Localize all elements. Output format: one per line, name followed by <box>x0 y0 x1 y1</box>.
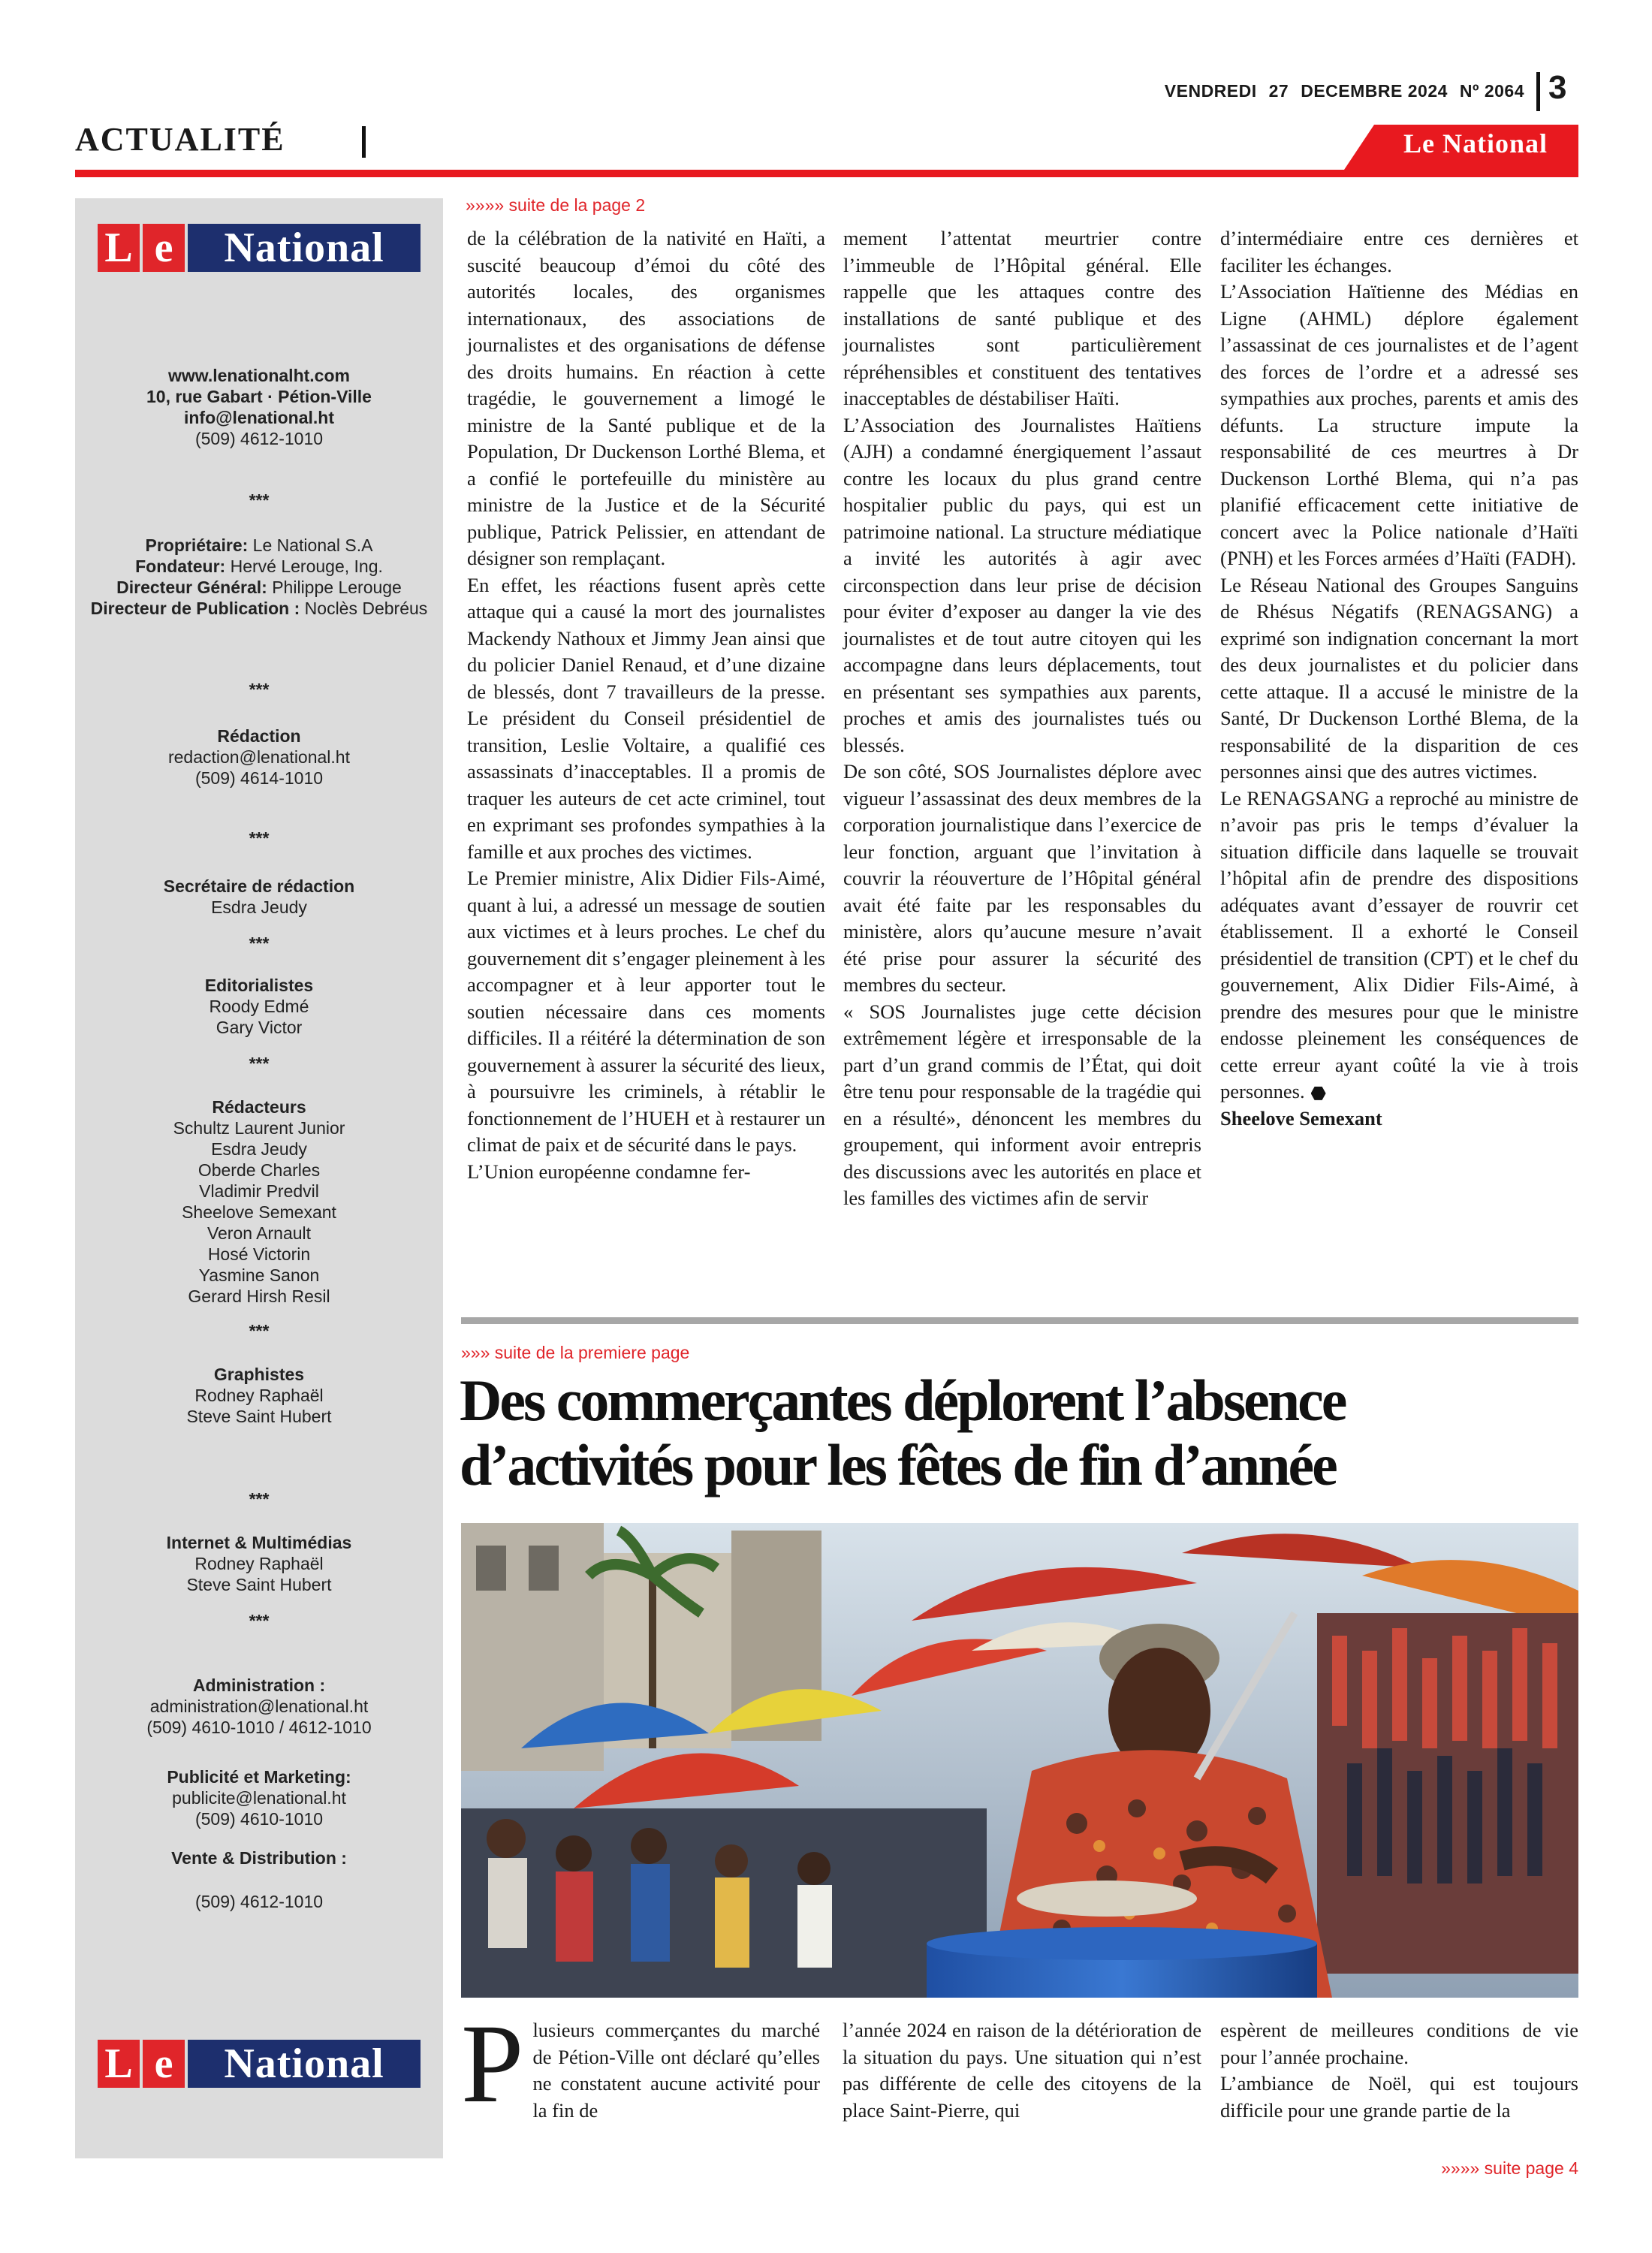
paragraph: L’Association Haïtienne des Médias en Ligne (AHML) déplore également l’assassinat de ces journalistes et de l’agent des forces de l’ordre et a adressé ses sympathies aux proches, parents et amis des défunts. La structure impute la responsabilité de ces meurtres à Dr Duckenson Lorthé Blema, qui n’a pas planifié efficacement cette initiative de concert avec la Police nationale d’Haïti (PNH) et les Forces armées d’Haïti (FADH). <box>1220 280 1578 569</box>
staff-name: Roody Edmé <box>209 997 309 1016</box>
newspaper-logo <box>98 2040 421 2088</box>
issue-dateline <box>1126 81 1524 101</box>
secretary-block <box>75 876 443 918</box>
editorialists-block <box>75 975 443 1038</box>
author-byline: Sheelove Semexant <box>1220 1106 1382 1130</box>
internet-label: Internet & Multimédias <box>166 1533 352 1552</box>
paragraph: En effet, les réactions fusent après cette attaque qui a causé la mort des journalistes Mackendy Nathoux et Jimmy Jean ainsi que du policier Daniel Renaud, et d’une dizaine de blessés, dont 7 travailleurs de la presse. Le président du Conseil présidentiel de transition, Leslie Voltaire, a qualifié ces assassinats d’inacceptables. Il a promis de traquer les auteurs de cet acte criminel, tout en exprimant ses profondes sympathies à la famille et aux proches des victimes. <box>467 573 825 863</box>
logo-letter-l: L <box>98 224 140 272</box>
reporters-block <box>75 1096 443 1307</box>
article-column <box>843 2017 1201 2124</box>
advertising-label: Publicité et Marketing: <box>167 1767 351 1787</box>
header-rule <box>75 170 1578 177</box>
staff-name: Gary Victor <box>216 1018 303 1037</box>
advertising-email[interactable]: publicite@lenational.ht <box>172 1788 346 1808</box>
separator-stars: *** <box>249 933 270 953</box>
advertising-block <box>75 1766 443 1829</box>
director-publication: Noclès Debréus <box>304 599 428 618</box>
page-number: 3 <box>1548 69 1567 106</box>
paragraph-text: Le RENAGSANG a reproché au ministre de n’avoir pas pris le temps d’évaluer la situation difficile dans laquelle se trouvait l’hôpital afin de prendre des dispositions adéquates avant d’essayer de rouvrir cet établissement. Il a exhorté le Conseil présidentiel de transition (CPT) et le chef du gouvernement, Alix Didier Fils-Aimé, à prendre des mesures pour que le ministre endosse pleinement les conséquences de cette erreur ayant coûté la vie à trois personnes. <box>1220 786 1578 1102</box>
issue-number: Nº 2064 <box>1459 81 1524 101</box>
logo-wordmark: National <box>188 2040 421 2088</box>
paragraph: Le Réseau National des Groupes Sanguins de Rhésus Négatifs (RENAGSANG) a exprimé son indignation concernant la mort des deux journalistes et du policier dans cette attaque. Il a accusé le ministre de la Santé, Dr Duckenson Lorthé Blema, de la responsabilité de la disparition de ces personnes ainsi que des autres victimes. <box>1220 573 1578 783</box>
ownership-block <box>75 535 443 619</box>
staff-name: Oberde Charles <box>197 1160 321 1180</box>
article-headline <box>460 1368 1578 1497</box>
administration-email[interactable]: administration@lenational.ht <box>149 1697 369 1716</box>
owner-label: Propriétaire: <box>145 535 249 555</box>
separator-stars: *** <box>249 490 270 510</box>
internet-block <box>75 1532 443 1595</box>
article-column <box>1220 2017 1578 2124</box>
article-column <box>461 2001 820 2126</box>
editorialists-label: Editorialistes <box>204 976 314 995</box>
issue-month-year: DECEMBRE 2024 <box>1301 81 1448 101</box>
headline-line: Des commerçantes déplorent l’absence <box>460 1368 1346 1433</box>
paragraph: mement l’attentat meurtrier contre l’immeuble de l’Hôpital général. Elle rappelle que les attaques contre des installations de santé publique et des journalistes sont particulièrement répréhensibles et constituent des tentatives inacceptables de déstabiliser Haïti. <box>843 227 1201 409</box>
redaction-block <box>75 725 443 789</box>
drop-cap: P <box>461 2001 524 2126</box>
paragraph: lusieurs commerçantes du marché de Pétion-Ville ont déclaré qu’elles ne constatent aucune activité pour la fin de <box>532 2019 820 2122</box>
paragraph: espèrent de meilleures conditions de vie pour l’année prochaine. <box>1220 2019 1578 2068</box>
sales-block <box>75 1847 443 1868</box>
end-of-article-icon <box>1311 1086 1326 1101</box>
secretary-name: Esdra Jeudy <box>211 897 307 917</box>
reporters-label: Rédacteurs <box>212 1097 306 1117</box>
staff-name: Esdra Jeudy <box>211 1139 307 1159</box>
logo-letter-l: L <box>98 2040 140 2088</box>
staff-name: Sheelove Semexant <box>182 1202 336 1222</box>
contact-phone: (509) 4612-1010 <box>194 429 324 448</box>
issue-date-number: 27 <box>1268 81 1289 101</box>
separator-stars: *** <box>249 680 270 699</box>
article-column <box>1220 225 1578 1132</box>
logo-wordmark: National <box>188 224 421 272</box>
paragraph: d’intermédiaire entre ces dernières et faciliter les échanges. <box>1220 227 1578 276</box>
article-column <box>843 225 1201 1212</box>
administration-phone: (509) 4610-1010 / 4612-1010 <box>146 1718 372 1737</box>
contact-block <box>75 365 443 449</box>
continued-to-link[interactable]: »»»» suite page 4 <box>1441 2158 1578 2178</box>
paragraph: l’année 2024 en raison de la détérioration de la situation du pays. Une situation qui n’est pas différente de celle des citoyens de la place Saint-Pierre, qui <box>843 2019 1201 2122</box>
paragraph: « SOS Journalistes juge cette décision extrêmement légère et irresponsable de la part d’un grand commis de l’État, qui doit être tenu pour responsable de la tragédie qui en a résulté», dénoncent les membres du groupement, qui informent avoir entrepris des discussions avec les autorités en place et les familles des victimes afin de servir <box>843 1000 1201 1209</box>
director-general: Philippe Lerouge <box>272 578 402 597</box>
separator-stars: *** <box>249 828 270 848</box>
director-general-label: Directeur Général: <box>116 578 267 597</box>
staff-name: Steve Saint Hubert <box>186 1407 332 1426</box>
redaction-phone: (509) 4614-1010 <box>194 768 324 788</box>
address: 10, rue Gabart · Pétion-Ville <box>146 387 372 406</box>
staff-name: Rodney Raphaël <box>194 1386 324 1405</box>
founder-label: Fondateur: <box>135 556 226 576</box>
header-divider <box>1536 72 1540 111</box>
director-publication-label: Directeur de Publication : <box>90 599 300 618</box>
headline-line: d’activités pour les fêtes de fin d’année <box>460 1432 1336 1497</box>
paragraph: L’Union européenne condamne fer- <box>467 1160 751 1183</box>
paragraph-last <box>1220 786 1578 1105</box>
issue-day: VENDREDI <box>1164 81 1257 101</box>
administration-label: Administration : <box>192 1675 326 1695</box>
section-divider <box>362 126 366 158</box>
graphists-block <box>75 1364 443 1427</box>
staff-name: Veron Arnault <box>206 1223 312 1243</box>
paragraph: Le Premier ministre, Alix Didier Fils-Aimé, quant à lui, a adressé un message de soutien aux victimes et à leurs proches. Le chef du gouvernement dit s’engager pleinement à les accompagner et à leur apporter tout le soutien nécessaire dans ces moments difficiles. Il a réitéré la détermination de son gouvernement à assurer la sécurité des lieux, à poursuivre les criminels, à rétablir le fonctionnement de l’HUEH et à restaurer un climat de paix et de sécurité dans le pays. <box>467 867 825 1156</box>
separator-stars: *** <box>249 1489 270 1509</box>
paragraph: de la célébration de la nativité en Haïti, a suscité beaucoup d’émoi du côté des autorités locales, des organismes internationaux, des associations de journalistes et des organisations de défense des droits humains. En réaction à cette tragédie, le gouvernement a limogé le ministre de la Santé publique et de la Population, Dr Duckenson Lorthé Blema, et a confié le portefeuille du ministère au ministre de la Justice et de la Sécurité publique, Patrick Pelissier, en attendant de désigner son remplaçant. <box>467 227 825 569</box>
website-link[interactable]: www.lenationalht.com <box>168 366 350 385</box>
redaction-label: Rédaction <box>217 726 301 746</box>
article-separator <box>461 1317 1578 1324</box>
article-column <box>467 225 825 1185</box>
continued-from-label[interactable]: »»»» suite de la page 2 <box>466 195 646 215</box>
continued-from-label[interactable]: »»» suite de la premiere page <box>461 1343 690 1362</box>
staff-name: Schultz Laurent Junior <box>173 1118 345 1138</box>
staff-name: Hosé Victorin <box>207 1244 311 1264</box>
staff-name: Rodney Raphaël <box>194 1554 324 1573</box>
section-title: ACTUALITÉ <box>75 121 285 158</box>
paragraph: De son côté, SOS Journalistes déplore avec vigueur l’assassinat des deux membres de la corporation journalistique dans l’exercice de leur fonction, arguant que l’invitation à couvrir la réouverture de l’Hôpital général avait été faite par les responsables du ministère, alors qu’aucune mesure n’avait été prise pour assurer la sécurité des membres du secteur. <box>843 760 1201 996</box>
advertising-phone: (509) 4610-1010 <box>194 1809 324 1829</box>
redaction-email[interactable]: redaction@lenational.ht <box>167 747 350 767</box>
contact-email[interactable]: info@lenational.ht <box>183 408 335 427</box>
staff-name: Steve Saint Hubert <box>186 1575 332 1594</box>
paragraph: L’ambiance de Noël, qui est toujours difficile pour une grande partie de la <box>1220 2072 1578 2122</box>
staff-name: Gerard Hirsh Resil <box>188 1286 330 1306</box>
staff-name: Yasmine Sanon <box>198 1265 320 1285</box>
logo-letter-e: e <box>143 224 185 272</box>
secretary-label: Secrétaire de rédaction <box>163 876 355 896</box>
separator-stars: *** <box>249 1054 270 1073</box>
newspaper-logo <box>98 224 421 272</box>
separator-stars: *** <box>249 1321 270 1341</box>
masthead-sidebar <box>75 198 443 2158</box>
logo-letter-e: e <box>143 2040 185 2088</box>
owner: Le National S.A <box>252 535 373 555</box>
paragraph: L’Association des Journalistes Haïtiens (AJH) a condamné énergiquement l’assaut contre les locaux du plus grand centre hospitalier public du pays, qui est un patrimoine national. La structure médiatique a invité les autorités à agir avec circonspection dans leur prise de décision pour éviter d’exposer au danger la vie des journalistes et de tout autre citoyen qui les accompagne dans leurs déplacements, tout en présentant ses sympathies aux parents, proches et amis des journalistes tués ou blessés. <box>843 413 1201 756</box>
separator-stars: *** <box>249 1611 270 1630</box>
administration-block <box>75 1675 443 1738</box>
graphists-label: Graphistes <box>213 1365 305 1384</box>
market-photo <box>461 1523 1578 1998</box>
staff-name: Vladimir Predvil <box>199 1181 319 1201</box>
sales-label: Vente & Distribution : <box>171 1848 347 1868</box>
founder: Hervé Lerouge, Ing. <box>230 556 383 576</box>
brand-tab-label: Le National <box>1403 128 1548 158</box>
sales-phone: (509) 4612-1010 <box>194 1892 324 1911</box>
market-photo-image <box>461 1523 1578 1998</box>
